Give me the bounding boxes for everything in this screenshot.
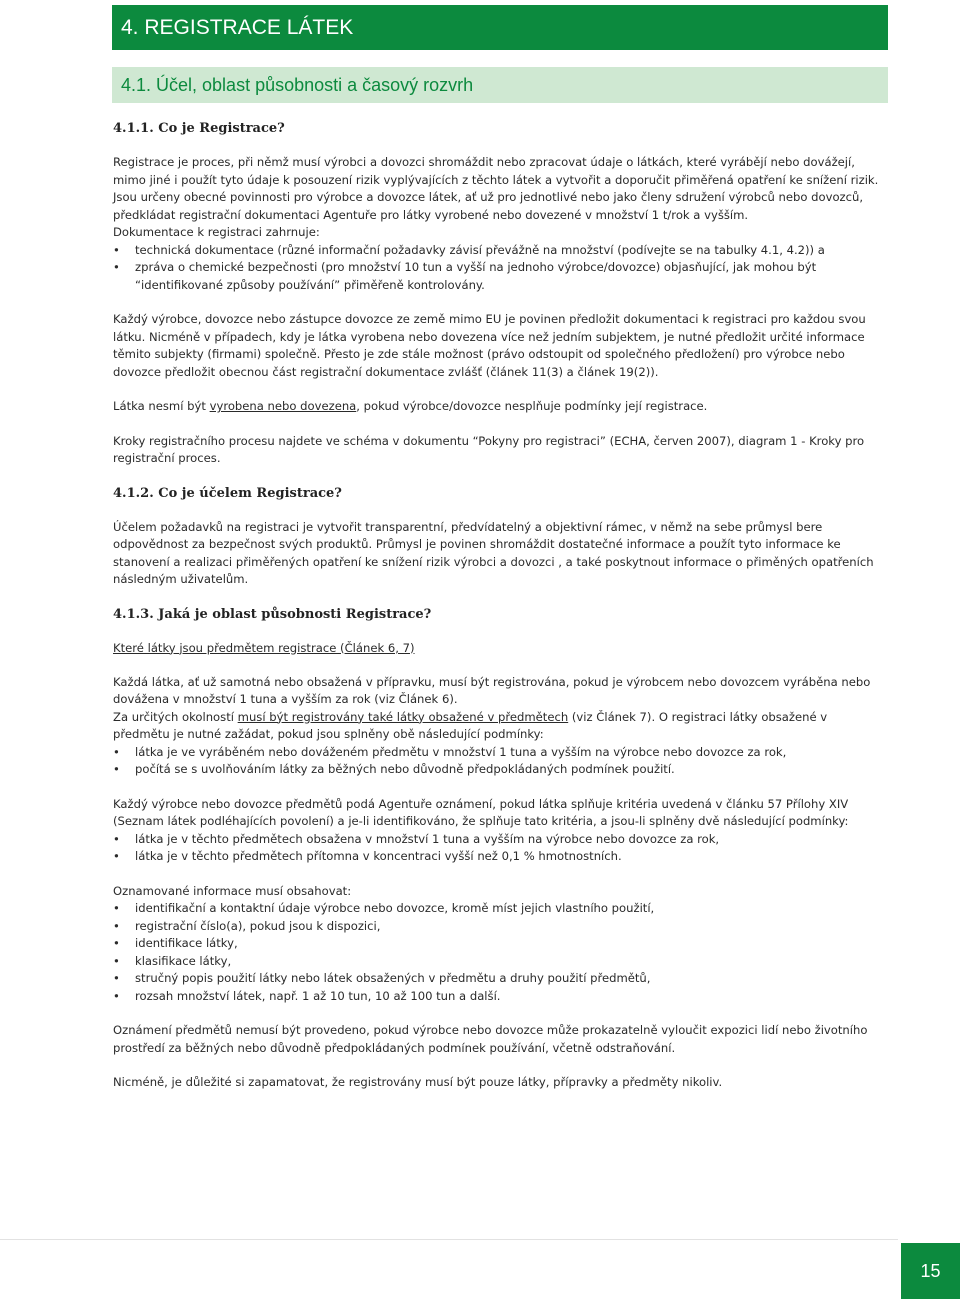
- list-item: • zpráva o chemické bezpečnosti (pro množství 10 tun a vyšší na jednoho výrobce/dovozce) objasňující, jak mohou být “identifikované způsoby používání” přiměřeně kontrolovány.: [113, 259, 883, 294]
- subheading-articles: Které látky jsou předmětem registrace (Článek 6, 7): [113, 640, 415, 655]
- list-item: • identifikační a kontaktní údaje výrobce nebo dovozce, kromě míst jejich vlastního použití,: [113, 900, 883, 918]
- section-title-bar: [112, 67, 888, 103]
- s3-paragraph-5: Oznámení předmětů nemusí být provedeno, pokud výrobce nebo dovozce může prokazatelně vyloučit expozici lidí nebo životního prostředí za běžných nebo důvodně předpokládaných podmínek používání, včetně odstraňování.: [113, 1023, 868, 1055]
- s3-paragraph-4: Oznamované informace musí obsahovat:: [113, 883, 352, 898]
- page-number-box: [901, 1243, 960, 1299]
- s1-paragraph-4: Každý výrobce, dovozce nebo zástupce dovozce ze země mimo EU je povinen předložit dokumentaci k registraci pro každou svou látku. Nicméně v případech, kdy je látka vyrobena nebo dovezena více než jedním subjektem, je nutné předložit určité informace těmito subjekty (firmami) společně. Přesto je zde stále možnost (právo odstoupit od společného předložení) pro výrobce nebo dovozce předložit obecnou část registrační dokumentace zvlášť (článek 11(3) a článek 19(2)).: [113, 312, 866, 379]
- list-item: • počítá se s uvolňováním látky za běžných nebo důvodně předpokládaných podmínek použití.: [113, 761, 883, 779]
- list-item: • látka je ve vyráběném nebo dováženém předmětu v množství 1 tuna a vyšším na výrobce nebo dovozce za rok,: [113, 744, 883, 762]
- underlined-text: musí být registrovány také látky obsažené v předmětech: [237, 709, 569, 724]
- underlined-text: vyrobena nebo dovezena: [209, 399, 357, 413]
- s1-paragraph-1: Registrace je proces, při němž musí výrobci a dovozci shromáždit nebo zpracovat údaje o látkách, které vyrábějí nebo dovážejí, mimo jiné i použít tyto údaje k posouzení rizik vyplývajících z těchto látek a vytvořit a doporučit přiměřená opatření ke snížení rizik.: [113, 155, 879, 187]
- heading-4-1-3: 4.1.3. Jaká je oblast působnosti Registrace?: [113, 606, 432, 622]
- s3-paragraph-3: Každý výrobce nebo dovozce předmětů podá Agentuře oznámení, pokud látka splňuje kritéria uvedená v článku 57 Přílohy XIV (Seznam látek podléhajících povolení) a je-li identifikováno, že splňuje tato kritéria, a jsou-li splněny dvě následující podmínky:: [113, 796, 849, 828]
- s1-paragraph-3: Dokumentace k registraci zahrnuje:: [113, 225, 320, 239]
- footer-divider: [0, 1239, 898, 1240]
- list-item: • rozsah množství látek, např. 1 až 10 tun, 10 až 100 tun a další.: [113, 988, 883, 1006]
- page-content: [113, 112, 883, 1092]
- s1-paragraph-2: Jsou určeny obecné povinnosti pro výrobce a dovozce látek, ať už pro jednotlivé nebo jako členy sdružení výrobců nebo dovozců, předkládat registrační dokumentaci Agentuře pro látky vyrobené nebo dovezené v množství 1 t/rok a vyšším.: [113, 190, 864, 222]
- chapter-title-bar: [112, 5, 888, 50]
- list-item: • látka je v těchto předmětech obsažena v množství 1 tuna a vyšším na výrobce nebo dovozce za rok,: [113, 831, 883, 849]
- chapter-title: 4. REGISTRACE LÁTEK: [121, 16, 354, 39]
- s3-paragraph-2: Za určitých okolností musí být registrovány také látky obsažené v předmětech (viz Článek 7). O registraci látky obsažené v předmětu je nutné zažádat, pokud jsou splněny obě následující podmínky:: [113, 709, 828, 741]
- list-item: • látka je v těchto předmětech přítomna v koncentraci vyšší než 0,1 % hmotnostních.: [113, 848, 883, 866]
- page-number: 15: [920, 1260, 941, 1281]
- s1-paragraph-5: Látka nesmí být vyrobena nebo dovezena, pokud výrobce/dovozce nesplňuje podmínky její registrace.: [113, 399, 708, 413]
- heading-4-1-2: 4.1.2. Co je účelem Registrace?: [113, 485, 342, 501]
- s3-bullet-list-3: [113, 900, 883, 1005]
- list-item: • identifikace látky,: [113, 935, 883, 953]
- heading-4-1-1: 4.1.1. Co je Registrace?: [113, 121, 285, 136]
- s3-bullet-list-2: [113, 831, 883, 866]
- list-item: • stručný popis použití látky nebo látek obsažených v předmětu a druhy použití předmětů,: [113, 970, 883, 988]
- section-title: 4.1. Účel, oblast působnosti a časový rozvrh: [121, 75, 474, 95]
- list-item: • klasifikace látky,: [113, 953, 883, 971]
- list-item: • registrační číslo(a), pokud jsou k dispozici,: [113, 918, 883, 936]
- list-item: • technická dokumentace (různé informační požadavky závisí převážně na množství (podívejte se na tabulky 4.1, 4.2)) a: [113, 242, 883, 260]
- s3-paragraph-1: Každá látka, ať už samotná nebo obsažená v přípravku, musí být registrována, pokud je výrobcem nebo dovozcem vyráběna nebo dovážena v množství 1 tuna a vyšším za rok (viz Článek 6).: [113, 674, 871, 706]
- s3-paragraph-6: Nicméně, je důležité si zapamatovat, že registrovány musí být pouze látky, přípravky a předměty nikoliv.: [113, 1075, 723, 1089]
- s2-paragraph-1: Účelem požadavků na registraci je vytvořit transparentní, předvídatelný a objektivní rámec, v němž na sebe průmysl bere odpovědnost za bezpečnost svých produktů. Průmysl je povinen shromáždit dostatečné informace a použít tyto informace ke stanovení a realizaci přiměřených opatření ke snížení rizik výrobci a dovozci , a také poskytnout informace o přiměných opatřeních následným uživatelům.: [113, 519, 874, 586]
- s3-bullet-list-1: [113, 744, 883, 779]
- s1-bullet-list: [113, 242, 883, 295]
- s1-paragraph-6: Kroky registračního procesu najdete ve schéma v dokumentu “Pokyny pro registraci” (ECHA, červen 2007), diagram 1 - Kroky pro registrační proces.: [113, 433, 865, 465]
